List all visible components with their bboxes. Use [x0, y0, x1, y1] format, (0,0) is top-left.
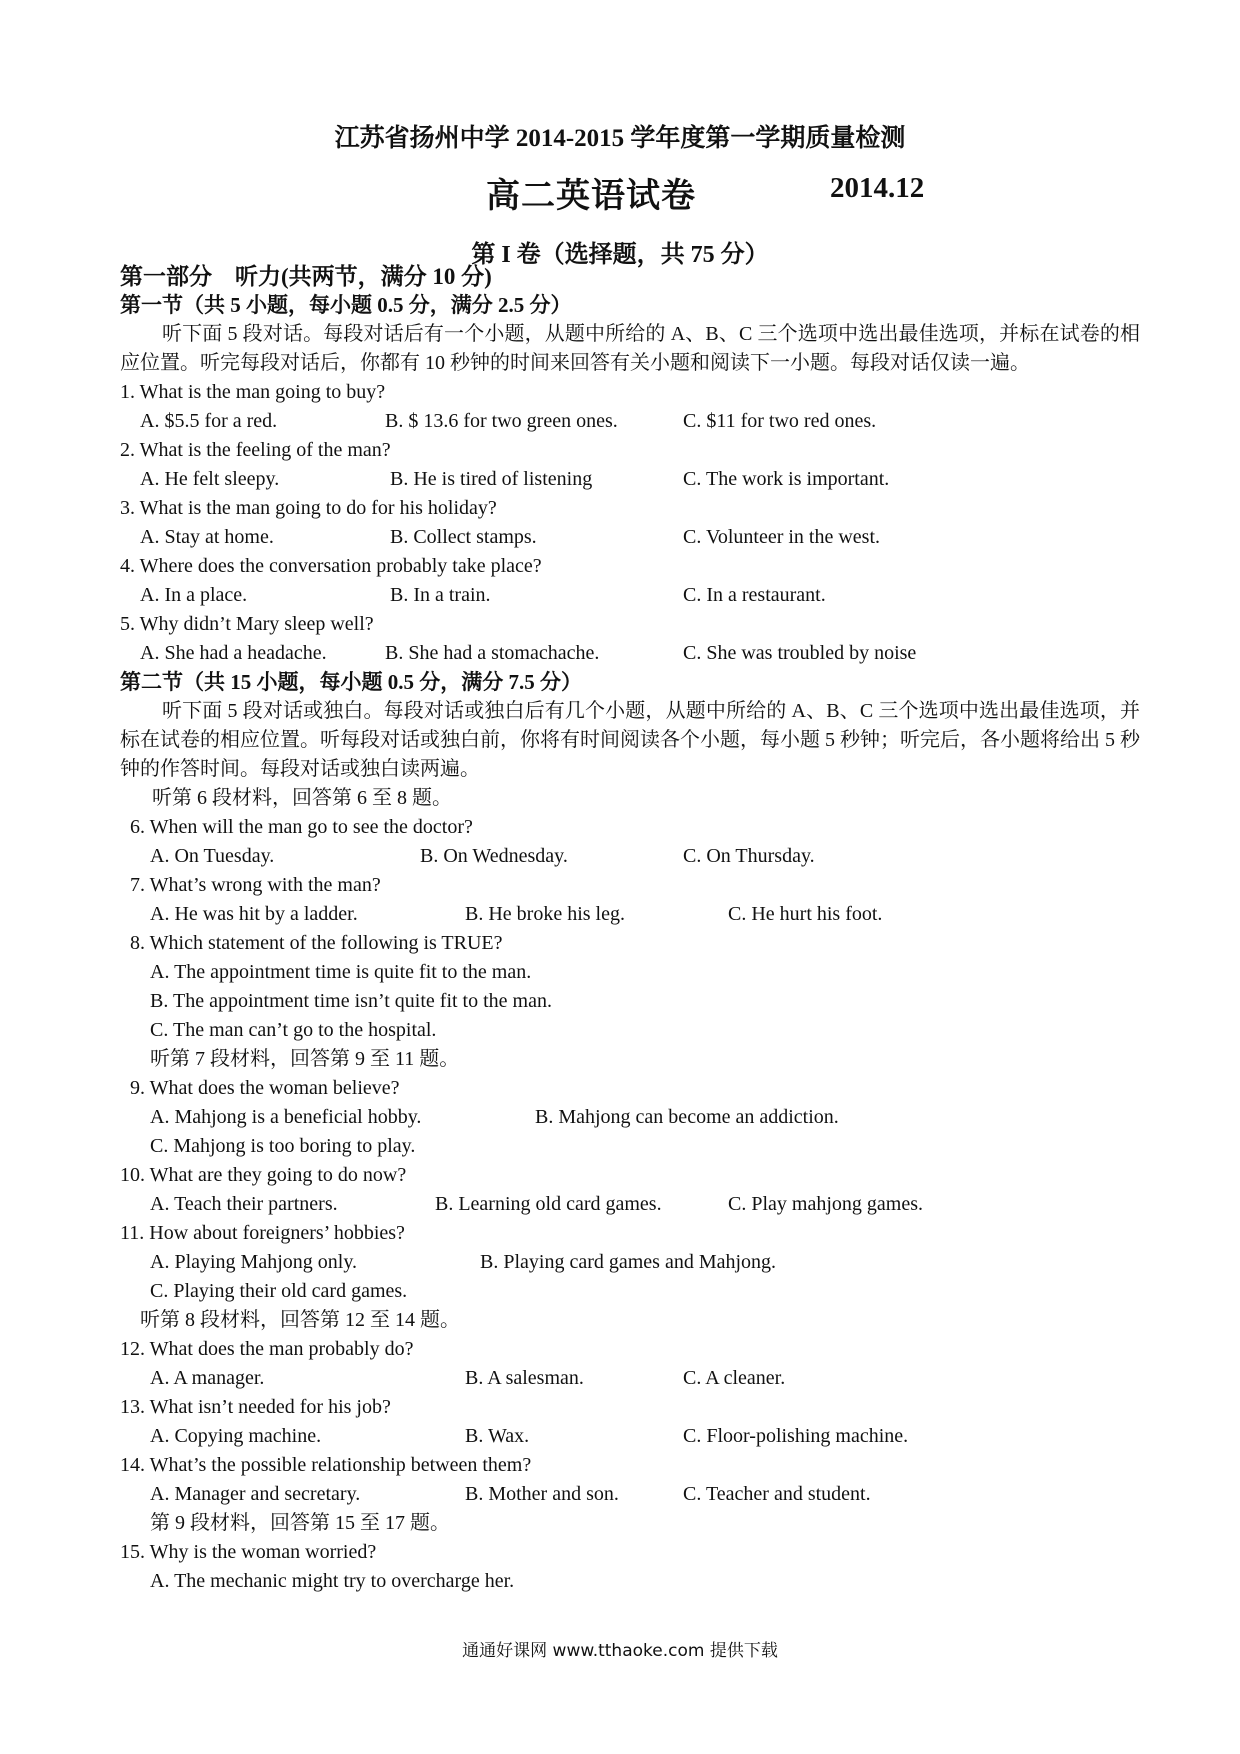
question-13-stem: 13. What isn’t needed for his job? — [120, 1396, 391, 1418]
question-6-options — [120, 842, 1140, 871]
question-12-option-b[interactable]: B. A salesman. — [465, 1367, 584, 1389]
question-1-option-b[interactable]: B. $ 13.6 for two green ones. — [385, 410, 618, 432]
question-10-option-a[interactable]: A. Teach their partners. — [150, 1193, 338, 1215]
question-8-option-b[interactable]: B. The appointment time isn’t quite fit to the man. — [150, 990, 552, 1012]
question-3-options — [120, 523, 1140, 552]
exam-title: 高二英语试卷 — [486, 176, 696, 216]
question-11-options — [120, 1248, 1140, 1277]
question-3-option-b[interactable]: B. Collect stamps. — [390, 526, 537, 548]
question-12-options — [120, 1364, 1140, 1393]
question-14-option-a[interactable]: A. Manager and secretary. — [150, 1483, 361, 1505]
question-2-option-b[interactable]: B. He is tired of listening — [390, 468, 593, 490]
question-2-stem: 2. What is the feeling of the man? — [120, 439, 391, 461]
footer-source: 通通好课网 www.tthaoke.com 提供下载 — [462, 1641, 778, 1661]
question-13-option-a[interactable]: A. Copying machine. — [150, 1425, 322, 1447]
part1-title: 第一部分 听力(共两节，满分 10 分) — [120, 264, 492, 289]
section1-title: 第一节（共 5 小题，每小题 0.5 分，满分 2.5 分） — [120, 293, 572, 317]
question-13-option-b[interactable]: B. Wax. — [465, 1425, 530, 1447]
section1-instructions: 听下面 5 段对话。每段对话后有一个小题，从题中所给的 A、B、C 三个选项中选出最佳选项，并标在试卷的相应位置。听完每段对话后，你都有 10 秒钟的时间来回答有关小题和阅读下一小题。每段对话仅读一遍。 — [120, 323, 1140, 374]
question-10-stem: 10. What are they going to do now? — [120, 1164, 407, 1186]
material-8-note: 听第 8 段材料，回答第 12 至 14 题。 — [140, 1309, 460, 1331]
question-1-stem: 1. What is the man going to buy? — [120, 381, 386, 403]
question-13-option-c[interactable]: C. Floor-polishing machine. — [683, 1425, 909, 1447]
question-7-options — [120, 900, 1140, 929]
question-10-option-b[interactable]: B. Learning old card games. — [435, 1193, 662, 1215]
question-11-option-a[interactable]: A. Playing Mahjong only. — [150, 1251, 358, 1273]
question-7-option-a[interactable]: A. He was hit by a ladder. — [150, 903, 358, 925]
question-14-option-c[interactable]: C. Teacher and student. — [683, 1483, 871, 1505]
listening-content — [120, 262, 1140, 1596]
question-9-stem: 9. What does the woman believe? — [130, 1077, 400, 1099]
question-5-option-c[interactable]: C. She was troubled by noise — [683, 642, 917, 664]
section2-title: 第二节（共 15 小题，每小题 0.5 分，满分 7.5 分） — [120, 670, 582, 694]
question-14-stem: 14. What’s the possible relationship between them? — [120, 1454, 532, 1476]
question-10-option-c[interactable]: C. Play mahjong games. — [728, 1193, 923, 1215]
question-4-option-a[interactable]: A. In a place. — [140, 584, 248, 606]
question-12-option-c[interactable]: C. A cleaner. — [683, 1367, 786, 1389]
question-14-option-b[interactable]: B. Mother and son. — [465, 1483, 619, 1505]
material-9-note: 第 9 段材料，回答第 15 至 17 题。 — [150, 1512, 450, 1534]
question-5-stem: 5. Why didn’t Mary sleep well? — [120, 613, 374, 635]
question-11-stem: 11. How about foreigners’ hobbies? — [120, 1222, 405, 1244]
question-6-stem: 6. When will the man go to see the doctor? — [130, 816, 473, 838]
question-5-option-a[interactable]: A. She had a headache. — [140, 642, 327, 664]
question-4-options — [120, 581, 1140, 610]
question-1-option-c[interactable]: C. $11 for two red ones. — [683, 410, 877, 432]
question-9-option-b[interactable]: B. Mahjong can become an addiction. — [535, 1106, 839, 1128]
question-15-option-a[interactable]: A. The mechanic might try to overcharge her. — [150, 1570, 515, 1592]
question-9-option-c[interactable]: C. Mahjong is too boring to play. — [150, 1135, 416, 1157]
question-9-options — [120, 1103, 1140, 1132]
question-2-option-a[interactable]: A. He felt sleepy. — [140, 468, 280, 490]
question-6-option-a[interactable]: A. On Tuesday. — [150, 845, 275, 867]
question-11-option-c[interactable]: C. Playing their old card games. — [150, 1280, 408, 1302]
question-12-option-a[interactable]: A. A manager. — [150, 1367, 265, 1389]
volume-title: 第 I 卷（选择题，共 75 分） — [471, 242, 769, 268]
question-5-option-b[interactable]: B. She had a stomachache. — [385, 642, 600, 664]
question-8-option-c[interactable]: C. The man can’t go to the hospital. — [150, 1019, 437, 1041]
question-11-option-b[interactable]: B. Playing card games and Mahjong. — [480, 1251, 777, 1273]
question-3-stem: 3. What is the man going to do for his holiday? — [120, 497, 497, 519]
material-6-note: 听第 6 段材料，回答第 6 至 8 题。 — [152, 787, 452, 809]
question-4-option-b[interactable]: B. In a train. — [390, 584, 491, 606]
question-7-option-b[interactable]: B. He broke his leg. — [465, 903, 625, 925]
question-1-options — [120, 407, 1140, 436]
question-12-stem: 12. What does the man probably do? — [120, 1338, 414, 1360]
question-13-options — [120, 1422, 1140, 1451]
section2-instructions: 听下面 5 段对话或独白。每段对话或独白后有几个小题，从题中所给的 A、B、C 三个选项中选出最佳选项，并标在试卷的相应位置。听每段对话或独白前，你将有时间阅读各个小题，每小题 5 秒钟；听完后，各小题将给出 5 秒钟的作答时间。每段对话或独白读两遍。 — [120, 700, 1140, 780]
question-8-stem: 8. Which statement of the following is TRUE? — [130, 932, 503, 954]
question-2-option-c[interactable]: C. The work is important. — [683, 468, 890, 490]
material-7-note: 听第 7 段材料，回答第 9 至 11 题。 — [150, 1048, 460, 1070]
question-7-option-c[interactable]: C. He hurt his foot. — [728, 903, 883, 925]
question-14-options — [120, 1480, 1140, 1509]
exam-date: 2014.12 — [830, 172, 925, 204]
question-5-options — [120, 639, 1140, 668]
question-8-option-a[interactable]: A. The appointment time is quite fit to the man. — [150, 961, 532, 983]
question-6-option-b[interactable]: B. On Wednesday. — [420, 845, 568, 867]
question-9-option-a[interactable]: A. Mahjong is a beneficial hobby. — [150, 1106, 422, 1128]
question-15-stem: 15. Why is the woman worried? — [120, 1541, 377, 1563]
question-6-option-c[interactable]: C. On Thursday. — [683, 845, 815, 867]
question-3-option-a[interactable]: A. Stay at home. — [140, 526, 274, 548]
question-4-stem: 4. Where does the conversation probably take place? — [120, 555, 542, 577]
question-10-options — [120, 1190, 1140, 1219]
question-4-option-c[interactable]: C. In a restaurant. — [683, 584, 826, 606]
question-2-options — [120, 465, 1140, 494]
question-1-option-a[interactable]: A. $5.5 for a red. — [140, 410, 278, 432]
question-7-stem: 7. What’s wrong with the man? — [130, 874, 381, 896]
school-title: 江苏省扬州中学 2014-2015 学年度第一学期质量检测 — [334, 125, 906, 152]
question-3-option-c[interactable]: C. Volunteer in the west. — [683, 526, 881, 548]
